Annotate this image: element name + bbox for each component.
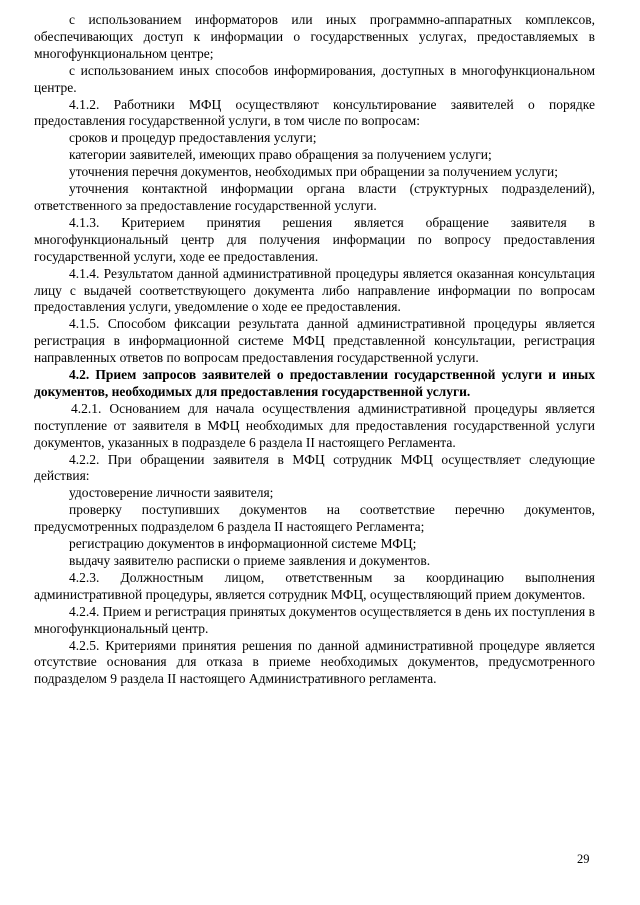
paragraph: 4.2.4. Прием и регистрация принятых документов осуществляется в день их поступления в многофункциональный центр. (34, 603, 595, 636)
section-heading: 4.2. Прием запросов заявителей о предоставлении государственной услуги и иных документов, необходимых для предоставления государственной услуги. (34, 367, 595, 399)
paragraph: 4.2.5. Критериями принятия решения по данной административной процедуре является отсутствие основания для отказа в приеме необходимых документов, предусмотренного подразделом 9 раздела II настоящего Административного регламента. (34, 637, 595, 687)
paragraph: 4.1.2. Работники МФЦ осуществляют консультирование заявителей о порядке предоставления государственной услуги, в том числе по вопросам: (34, 96, 595, 129)
paragraph: удостоверение личности заявителя; (69, 485, 274, 501)
paragraph: 4.1.3. Критерием принятия решения является обращение заявителя в многофункциональный центр для получения информации по вопросу предоставления государственной услуги, ходе ее предоставления. (34, 214, 595, 264)
paragraph: с использованием иных способов информирования, доступных в многофункциональном центре. (34, 62, 595, 95)
page-number: 29 (577, 852, 590, 866)
paragraph: 4.1.5. Способом фиксации результата данной административной процедуры является регистрация в информационной системе МФЦ представленной консультации, регистрация направленных ответов по вопросам предоставления государственной услуги. (34, 316, 595, 366)
paragraph: уточнения контактной информации органа власти (структурных подразделений), ответственного за предоставление государственной услуги. (34, 181, 595, 213)
paragraph: 4.1.4. Результатом данной административной процедуры является оказанная консультация лицу с выдачей соответствующего документа либо направление информации по вопросам предоставления услуги, уведомление о ходе ее предоставления. (34, 265, 595, 315)
document-page (34, 12, 595, 688)
paragraph: выдачу заявителю расписки о приеме заявления и документов. (69, 553, 431, 568)
paragraph: 4.2.1. Основанием для начала осуществления административной процедуры является поступление от заявителя в МФЦ необходимых для предоставления государственной услуги документов, указанных в подразделе 6 раздела II настоящего Регламента. (34, 400, 595, 450)
paragraph: проверку поступивших документов на соответствие перечню документов, предусмотренных подразделом 6 раздела II настоящего Регламента; (34, 502, 595, 535)
paragraph: регистрацию документов в информационной системе МФЦ; (69, 536, 417, 552)
paragraph: 4.2.3. Должностным лицом, ответственным за координацию выполнения административной процедуры, является сотрудник МФЦ, осуществляющий прием документов. (34, 569, 595, 602)
paragraph: категории заявителей, имеющих право обращения за получением услуги; (69, 147, 492, 163)
paragraph: сроков и процедур предоставления услуги; (69, 130, 317, 146)
paragraph: с использованием информаторов или иных программно-аппаратных комплексов, обеспечивающих доступ к информации о государственных услугах, предоставляемых в многофункциональном центре; (34, 12, 595, 61)
paragraph: 4.2.2. При обращении заявителя в МФЦ сотрудник МФЦ осуществляет следующие действия: (34, 451, 595, 484)
paragraph: уточнения перечня документов, необходимых при обращении за получением услуги; (69, 164, 559, 180)
